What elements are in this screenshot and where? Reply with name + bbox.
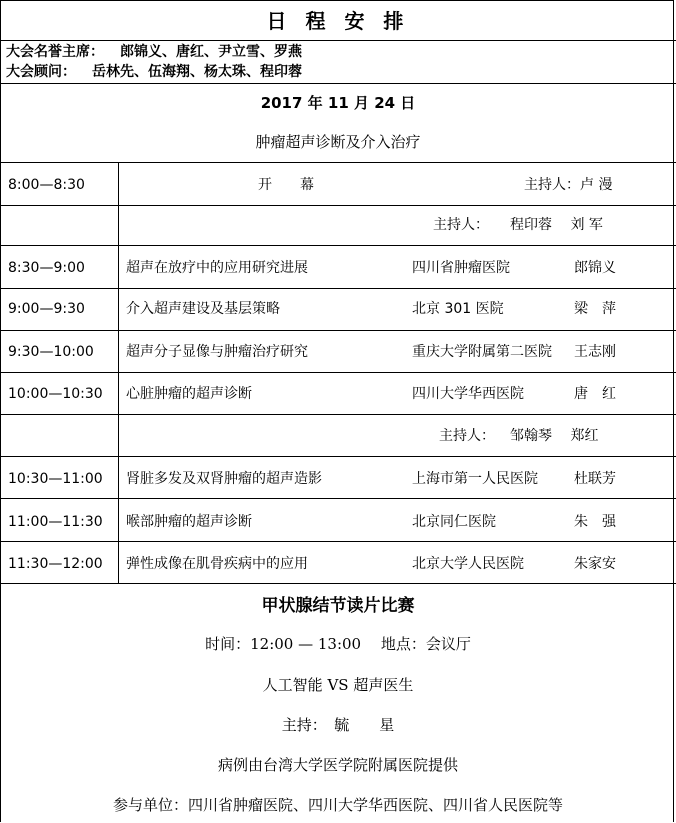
advisors-names: 岳林先、伍海翔、杨太珠、程印蓉 — [92, 64, 302, 80]
competition-units: 参与单位：四川省肿瘤医院、四川大学华西医院、四川省人民医院等 — [112, 796, 563, 814]
talk-org: 北京同仁医院 — [412, 514, 496, 530]
talk-org: 四川省肿瘤医院 — [412, 260, 510, 276]
opening-host: 主持人：卢 漫 — [524, 177, 613, 193]
divider — [0, 288, 676, 289]
divider — [0, 541, 676, 542]
talk-time: 11:30—12:00 — [8, 556, 103, 572]
advisors-label: 大会顾问： — [6, 64, 76, 80]
session-title: 肿瘤超声诊断及介入治疗 — [255, 133, 421, 151]
divider — [0, 456, 676, 457]
talk-speaker: 王志刚 — [574, 344, 616, 360]
honor-chairs-names: 郎锦义、唐红、尹立雪、罗燕 — [120, 44, 302, 60]
divider — [0, 414, 676, 415]
talk-time: 11:00—11:30 — [8, 514, 103, 530]
talk-org: 上海市第一人民医院 — [412, 471, 538, 487]
host-label: 主持人： — [439, 428, 495, 444]
opening-time: 8:00—8:30 — [8, 177, 85, 193]
divider — [0, 205, 676, 206]
talk-speaker: 杜联芳 — [574, 471, 616, 487]
talk-org: 北京大学人民医院 — [412, 556, 524, 572]
talk-org: 重庆大学附属第二医院 — [412, 344, 552, 360]
talk-topic: 弹性成像在肌骨疾病中的应用 — [126, 556, 308, 572]
competition-versus: 人工智能 VS 超声医生 — [262, 676, 414, 694]
divider — [0, 372, 676, 373]
talk-topic: 心脏肿瘤的超声诊断 — [126, 386, 252, 402]
talk-time: 10:30—11:00 — [8, 471, 103, 487]
talk-speaker: 唐 红 — [574, 386, 616, 402]
competition-title: 甲状腺结节读片比赛 — [261, 596, 415, 616]
divider — [0, 330, 676, 331]
divider — [0, 40, 676, 41]
talk-time: 9:00—9:30 — [8, 301, 85, 317]
conference-date: 2017 年 11 月 24 日 — [260, 94, 416, 112]
talk-speaker: 朱 强 — [574, 514, 616, 530]
talk-time: 10:00—10:30 — [8, 386, 103, 402]
opening-title: 开 幕 — [258, 177, 314, 193]
column-divider — [118, 162, 119, 583]
talk-topic: 超声在放疗中的应用研究进展 — [126, 260, 308, 276]
host-names: 程印蓉 刘 军 — [510, 217, 603, 233]
talk-topic: 介入超声建设及基层策略 — [126, 301, 280, 317]
talk-topic: 超声分子显像与肿瘤治疗研究 — [126, 344, 308, 360]
honor-chairs-label: 大会名誉主席： — [6, 44, 104, 60]
talk-org: 北京 301 医院 — [412, 301, 504, 317]
divider — [0, 583, 676, 584]
competition-cases: 病例由台湾大学医学院附属医院提供 — [217, 756, 458, 774]
talk-speaker: 梁 萍 — [574, 301, 616, 317]
talk-speaker: 郎锦义 — [574, 260, 616, 276]
competition-time-place: 时间：12:00 — 13:00 地点：会议厅 — [205, 635, 471, 653]
host-names: 邹翰琴 郑红 — [510, 428, 599, 444]
talk-speaker: 朱家安 — [574, 556, 616, 572]
talk-time: 9:30—10:00 — [8, 344, 94, 360]
talk-org: 四川大学华西医院 — [412, 386, 524, 402]
divider — [0, 162, 676, 163]
page-title: 日 程 安 排 — [266, 9, 410, 33]
divider — [0, 83, 676, 84]
host-label: 主持人： — [433, 217, 489, 233]
competition-host: 主持： 毓 星 — [281, 716, 395, 734]
talk-time: 8:30—9:00 — [8, 260, 85, 276]
divider — [0, 498, 676, 499]
talk-topic: 喉部肿瘤的超声诊断 — [126, 514, 252, 530]
divider — [0, 245, 676, 246]
talk-topic: 肾脏多发及双肾肿瘤的超声造影 — [126, 471, 322, 487]
